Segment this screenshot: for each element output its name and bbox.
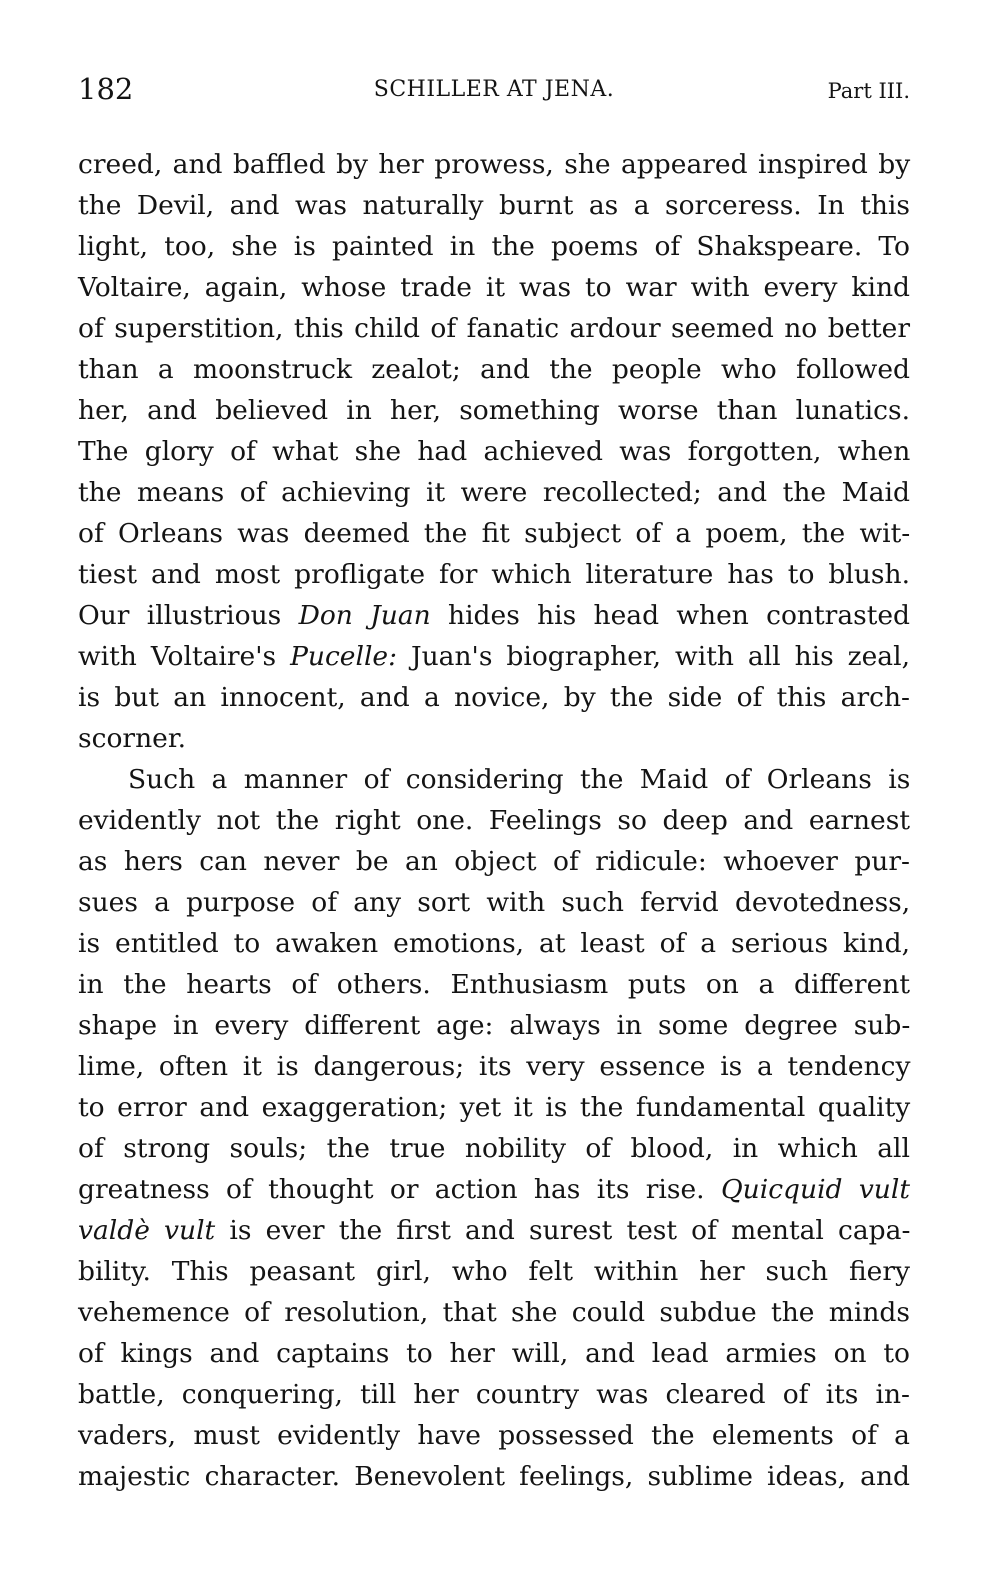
text-span: than a moonstruck zealot; and the people who followed bbox=[78, 354, 910, 385]
text-line bbox=[78, 308, 910, 349]
text-line bbox=[78, 349, 910, 390]
text-span: shape in every different age: always in some degree sub- bbox=[78, 1010, 911, 1041]
text-span: tiest and most profligate for which literature has to blush. bbox=[78, 559, 910, 590]
text-span: vehemence of resolution, that she could subdue the minds bbox=[78, 1297, 910, 1328]
text-line bbox=[78, 1210, 910, 1251]
text-span: sues a purpose of any sort with such fervid devotedness, bbox=[78, 887, 911, 918]
text-line bbox=[78, 144, 910, 185]
text-span: battle, conquering, till her country was cleared of its in- bbox=[78, 1379, 910, 1410]
text-span: Such a manner of considering the Maid of Orleans is bbox=[128, 764, 911, 795]
text-span: of Orleans was deemed the fit subject of a poem, the wit- bbox=[78, 518, 911, 549]
text-line bbox=[78, 554, 910, 595]
text-span: is entitled to awaken emotions, at least of a serious kind, bbox=[78, 928, 910, 959]
text-line bbox=[78, 923, 910, 964]
text-span: majestic character. Benevolent feelings, sublime ideas, and bbox=[78, 1461, 910, 1492]
running-head bbox=[78, 72, 910, 106]
text-span: is but an innocent, and a novice, by the side of this arch- bbox=[78, 682, 910, 713]
text-span: as hers can never be an object of ridicule: whoever pur- bbox=[78, 846, 910, 877]
text-line bbox=[78, 1128, 910, 1169]
text-line bbox=[78, 964, 910, 1005]
page-number: 182 bbox=[78, 72, 134, 106]
text-span: the means of achieving it were recollected; and the Maid bbox=[78, 477, 910, 508]
text-span: The glory of what she had achieved was forgotten, when bbox=[78, 436, 911, 467]
text-line bbox=[78, 431, 910, 472]
text-span: light, too, she is painted in the poems of Shakspeare. To bbox=[78, 231, 910, 262]
text-line bbox=[78, 1374, 910, 1415]
italic-text: Pucelle: bbox=[290, 641, 398, 672]
body-text bbox=[78, 144, 910, 1497]
text-span: lime, often it is dangerous; its very essence is a tendency bbox=[78, 1051, 911, 1082]
text-span: evidently not the right one. Feelings so deep and earnest bbox=[78, 805, 910, 836]
text-line bbox=[78, 1456, 910, 1497]
text-line bbox=[78, 267, 910, 308]
text-span: Our illustrious bbox=[78, 600, 299, 631]
text-line bbox=[78, 1169, 910, 1210]
text-span: her, and believed in her, something worse than lunatics. bbox=[78, 395, 910, 426]
text-span: with Voltaire's bbox=[78, 641, 291, 672]
text-line bbox=[78, 390, 910, 431]
text-span: the Devil, and was naturally burnt as a sorceress. In this bbox=[78, 190, 910, 221]
text-line bbox=[78, 595, 910, 636]
text-line bbox=[78, 1292, 910, 1333]
text-span: greatness of thought or action has its rise. bbox=[78, 1174, 721, 1205]
text-line bbox=[78, 185, 910, 226]
text-line bbox=[78, 513, 910, 554]
text-span: Juan's biographer, with all his zeal, bbox=[397, 641, 910, 672]
text-line bbox=[78, 759, 910, 800]
text-span: to error and exaggeration; yet it is the fundamental quality bbox=[78, 1092, 911, 1123]
text-line bbox=[78, 226, 910, 267]
text-span: creed, and baffled by her prowess, she appeared inspired by bbox=[78, 149, 911, 180]
text-span: vaders, must evidently have possessed the elements of a bbox=[78, 1420, 910, 1451]
text-line bbox=[78, 800, 910, 841]
italic-text: Don Juan bbox=[298, 600, 431, 631]
text-span: of kings and captains to her will, and lead armies on to bbox=[78, 1338, 910, 1369]
text-line bbox=[78, 472, 910, 513]
text-span: of strong souls; the true nobility of blood, in which all bbox=[78, 1133, 910, 1164]
text-line bbox=[78, 1087, 910, 1128]
text-line bbox=[78, 882, 910, 923]
text-line bbox=[78, 1415, 910, 1456]
text-span: is ever the first and surest test of mental capa- bbox=[215, 1215, 911, 1246]
running-title: SCHILLER AT JENA. bbox=[373, 77, 615, 102]
text-line bbox=[78, 1251, 910, 1292]
text-line bbox=[78, 1046, 910, 1087]
text-line bbox=[78, 636, 910, 677]
text-line bbox=[78, 718, 910, 759]
text-line bbox=[78, 841, 910, 882]
text-span: scorner. bbox=[78, 723, 186, 754]
text-span: Voltaire, again, whose trade it was to war with every kind bbox=[78, 272, 910, 303]
text-line bbox=[78, 677, 910, 718]
italic-text: valdè vult bbox=[78, 1215, 216, 1246]
text-span: in the hearts of others. Enthusiasm puts on a different bbox=[78, 969, 910, 1000]
text-span: bility. This peasant girl, who felt within her such fiery bbox=[78, 1256, 910, 1287]
text-span: of superstition, this child of fanatic ardour seemed no better bbox=[78, 313, 910, 344]
text-span: hides his head when contrasted bbox=[430, 600, 911, 631]
part-label: Part III. bbox=[827, 79, 910, 103]
italic-text: Quicquid vult bbox=[720, 1174, 911, 1205]
text-line bbox=[78, 1005, 910, 1046]
text-line bbox=[78, 1333, 910, 1374]
